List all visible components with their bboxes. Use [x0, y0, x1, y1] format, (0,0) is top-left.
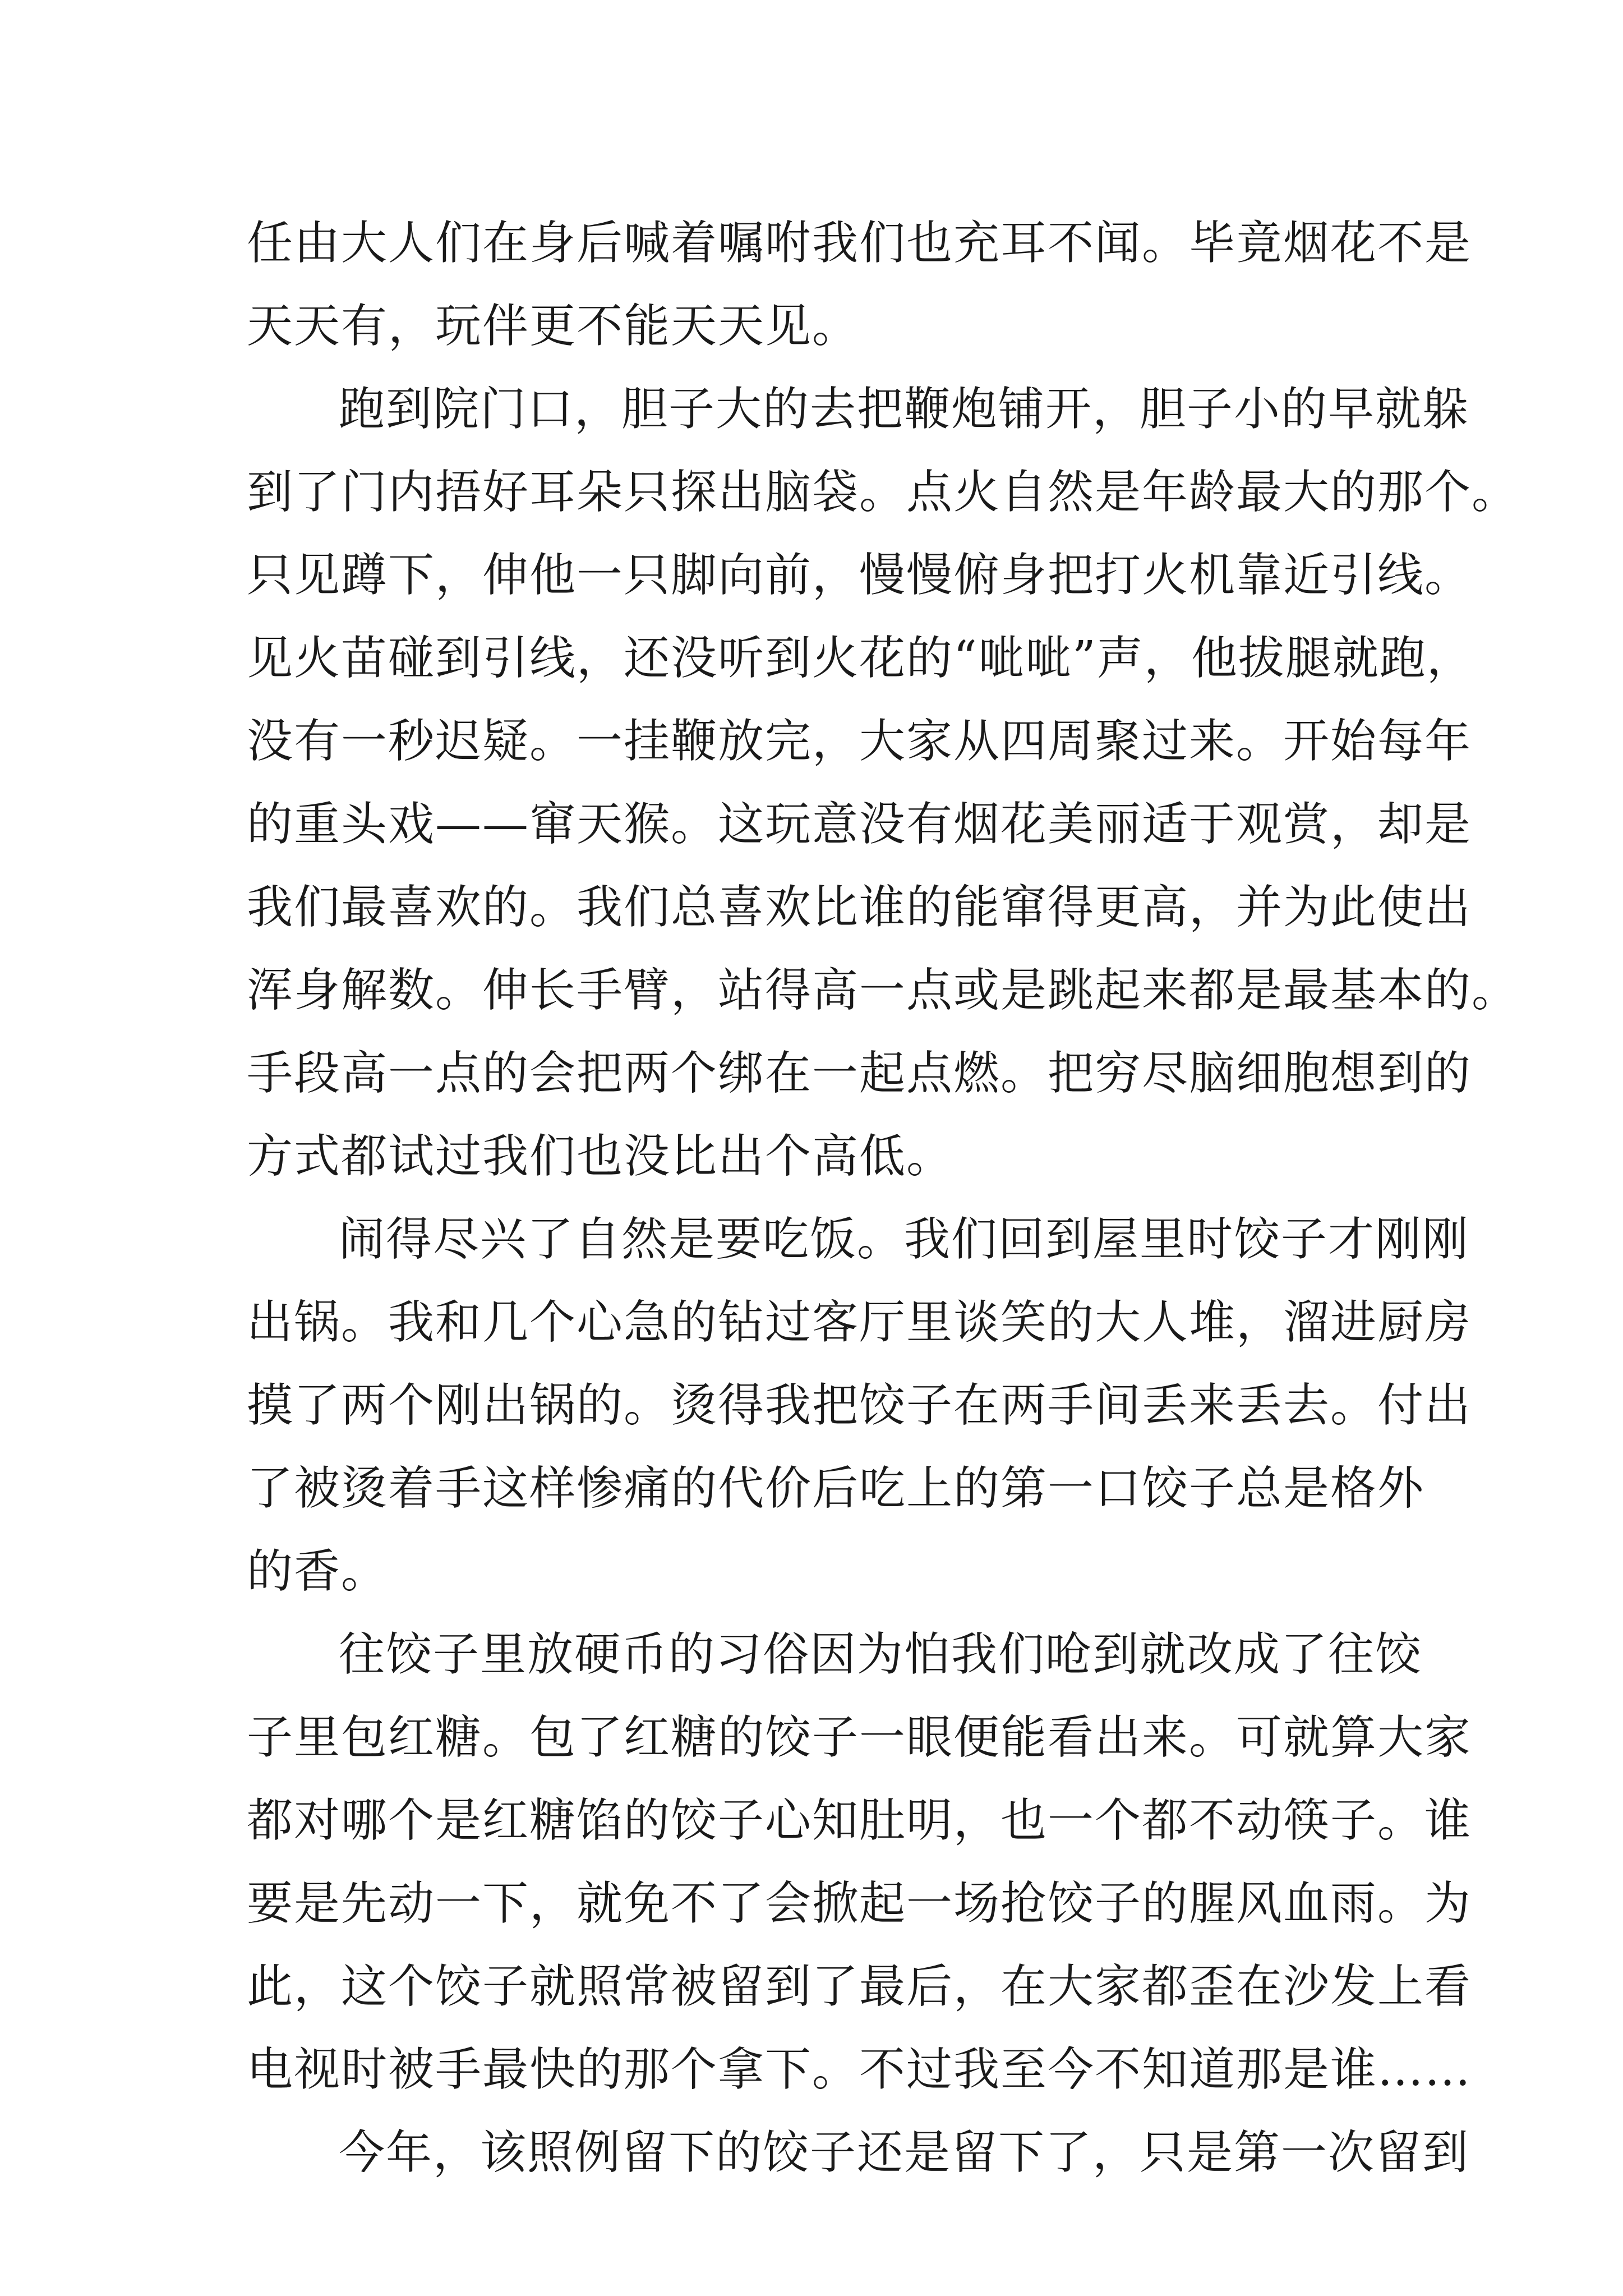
text-line: 我们最喜欢的。我们总喜欢比谁的能窜得更高，并为此使出 — [247, 881, 1472, 934]
text-line: 摸了两个刚出锅的。烫得我把饺子在两手间丢来丢去。付出 — [247, 1379, 1472, 1432]
body-text — [247, 202, 1519, 2194]
text-line: 今年，该照例留下的饺子还是留下了，只是第一次留到 — [339, 2126, 1470, 2179]
text-line: 电视时被手最快的那个拿下。不过我至今不知道那是谁…… — [247, 2043, 1472, 2096]
text-line: 方式都试过我们也没比出个高低。 — [247, 1130, 954, 1183]
text-line: 出锅。我和几个心急的钻过客厅里谈笑的大人堆，溜进厨房 — [247, 1296, 1472, 1349]
text-line: 的重头戏——窜天猴。这玩意没有烟花美丽适于观赏，却是 — [247, 798, 1472, 851]
text-line: 见火苗碰到引线，还没听到火花的“呲呲”声，他拔腿就跑， — [247, 632, 1474, 685]
text-line: 子里包红糖。包了红糖的饺子一眼便能看出来。可就算大家 — [247, 1711, 1472, 1764]
text-line: 要是先动一下，就免不了会掀起一场抢饺子的腥风血雨。为 — [247, 1877, 1472, 1930]
text-line: 没有一秒迟疑。一挂鞭放完，大家从四周聚过来。开始每年 — [247, 715, 1472, 768]
text-line: 任由大人们在身后喊着嘱咐我们也充耳不闻。毕竟烟花不是 — [247, 217, 1472, 270]
text-line: 此，这个饺子就照常被留到了最后，在大家都歪在沙发上看 — [247, 1960, 1472, 2013]
text-line: 了被烫着手这样惨痛的代价后吃上的第一口饺子总是格外 — [247, 1462, 1425, 1515]
text-line: 只见蹲下，伸他一只脚向前，慢慢俯身把打火机靠近引线。 — [247, 549, 1472, 602]
text-line: 的香。 — [247, 1545, 389, 1598]
text-line: 往饺子里放硬币的习俗因为怕我们呛到就改成了往饺 — [339, 1628, 1423, 1681]
text-line: 天天有，玩伴更不能天天见。 — [247, 300, 860, 353]
text-line: 闹得尽兴了自然是要吃饭。我们回到屋里时饺子才刚刚 — [339, 1213, 1470, 1266]
text-line: 到了门内捂好耳朵只探出脑袋。点火自然是年龄最大的那个。 — [247, 466, 1519, 519]
text-line: 手段高一点的会把两个绑在一起点燃。把穷尽脑细胞想到的 — [247, 1047, 1472, 1100]
text-line: 跑到院门口，胆子大的去把鞭炮铺开，胆子小的早就躲 — [339, 383, 1470, 436]
text-line: 都对哪个是红糖馅的饺子心知肚明，也一个都不动筷子。谁 — [247, 1794, 1472, 1847]
text-line: 浑身解数。伸长手臂，站得高一点或是跳起来都是最基本的。 — [247, 964, 1519, 1017]
